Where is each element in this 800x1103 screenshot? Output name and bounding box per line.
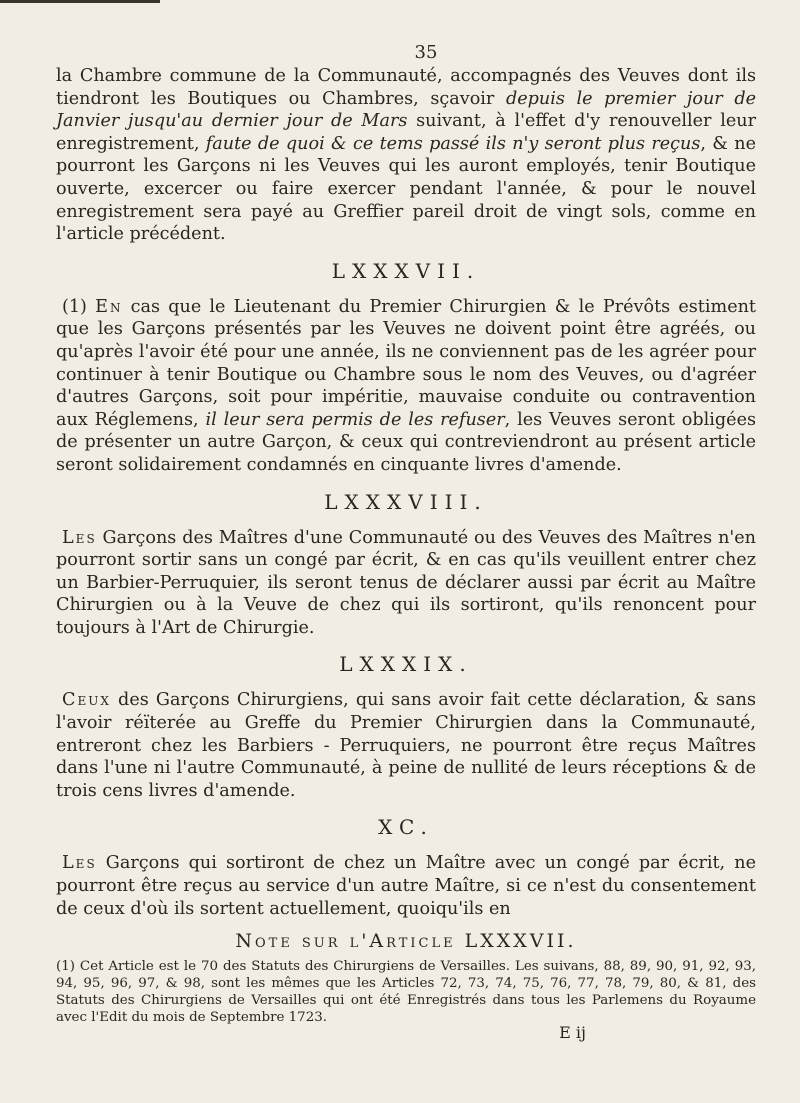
article-89-paragraph bbox=[56, 689, 756, 802]
para5-text-1: Garçons qui sortiront de chez un Maître avec un congé par écrit, ne pourront être reçus au service d'un autre Maître, si ce n'est du consentement de ceux d'où ils sortent actuellement, quoiqu'ils en bbox=[56, 853, 756, 919]
para2-text-2: , les Veuves seront obligées de présenter un autre Garçon, & ceux qui contreviendront au présent article seront solidairement condamnés en cinquante livres d'amende. bbox=[56, 409, 757, 475]
para3-text-1: Garçons des Maîtres d'une Communauté ou des Veuves des Maîtres n'en pourront sortir sans un congé par écrit, & en cas qu'ils veuillent entrer chez un Barbier-Perruquier, ils seront tenus de déclarer aussi par écrit au Maître Chirurgien ou à la Veuve de chez qui ils sortiront, qu'ils renoncent pour toujours à l'Art de Chirurgie. bbox=[56, 527, 756, 638]
article-heading-88: LXXXVIII. bbox=[324, 489, 488, 514]
top-edge-bar bbox=[0, 0, 160, 3]
article-heading-89: LXXXIX. bbox=[339, 652, 473, 677]
para2-smallcaps: En bbox=[95, 296, 123, 317]
paragraph-continued bbox=[56, 65, 756, 246]
para1-text-1: la Chambre commune de la Communauté, accompagnés des Veuves dont ils tiendront les Boutiques ou Chambres, sçavoir bbox=[56, 66, 756, 109]
para1-text-2: suivant, à l'effet d'y renouveller leur enregistrement, bbox=[56, 111, 757, 154]
article-90-paragraph bbox=[56, 852, 756, 920]
article-heading-90: XC. bbox=[378, 815, 434, 840]
article-88-paragraph bbox=[56, 527, 756, 640]
document-page bbox=[56, 42, 756, 1042]
para2-text-1: cas que le Lieutenant du Premier Chirurgien & le Prévôts estiment que les Garçons présentés par les Veuves ne doivent point être agréés, ou qu'après l'avoir été pour une année, ils ne conviennent pas de les agréer pour continuer à tenir Boutique ou Chambre sous le nom des Veuves, ou d'agréer d'autres Garçons, soit pour impéritie, mauvaise conduite ou contravention aux Réglemens, bbox=[56, 296, 757, 430]
note-title: Note sur l'Article LXXXVII. bbox=[235, 930, 577, 953]
para3-smallcaps: Les bbox=[62, 527, 97, 548]
para4-text-1: des Garçons Chirurgiens, qui sans avoir fait cette déclaration, & sans l'avoir réïterée au Greffe du Premier Chirurgien dans la Communauté, entreront chez les Barbiers - Perruquiers, ne pourront être reçus Maîtres dans l'une ni l'autre Communauté, à peine de nullité de leurs réceptions & de trois cens livres d'amende. bbox=[56, 690, 756, 801]
footnote-text: (1) Cet Article est le 70 des Statuts des Chirurgiens de Versailles. Les suivans, 88, 89, 90, 91, 92, 93, 94, 95, 96, 97, & 98, sont les mêmes que les Articles 72, 73, 74, 75, 76, 77, 78, 79, 80, & 81, des Statuts des Chirurgiens de Versailles qui ont été Enregistrés dans tous les Parlemens du Royaume avec l'Edit du mois de Septembre 1723. bbox=[56, 959, 756, 1026]
para4-smallcaps: Ceux bbox=[62, 690, 111, 711]
page-number: 35 bbox=[414, 42, 438, 63]
para2-lead: (1) bbox=[62, 296, 96, 317]
signature-mark: E ij bbox=[559, 1023, 586, 1043]
para1-italic-2: faute de quoi & ce tems passé ils n'y seront plus reçus bbox=[205, 133, 701, 154]
para5-smallcaps: Les bbox=[62, 853, 97, 874]
para1-text-3: , & ne pourront les Garçons ni les Veuves qui les auront employés, tenir Boutique ouverte, excercer ou faire exercer pendant l'année, & pour le nouvel enregistrement sera payé au Greffier pareil droit de vingt sols, comme en l'article précédent. bbox=[56, 133, 756, 245]
para1-italic-1: depuis le premier jour de Janvier jusqu'au dernier jour de Mars bbox=[56, 88, 757, 132]
para2-italic-1: il leur sera permis de les refuser bbox=[205, 409, 505, 430]
article-heading-87: LXXXVII. bbox=[331, 258, 481, 283]
article-87-paragraph bbox=[56, 296, 756, 477]
